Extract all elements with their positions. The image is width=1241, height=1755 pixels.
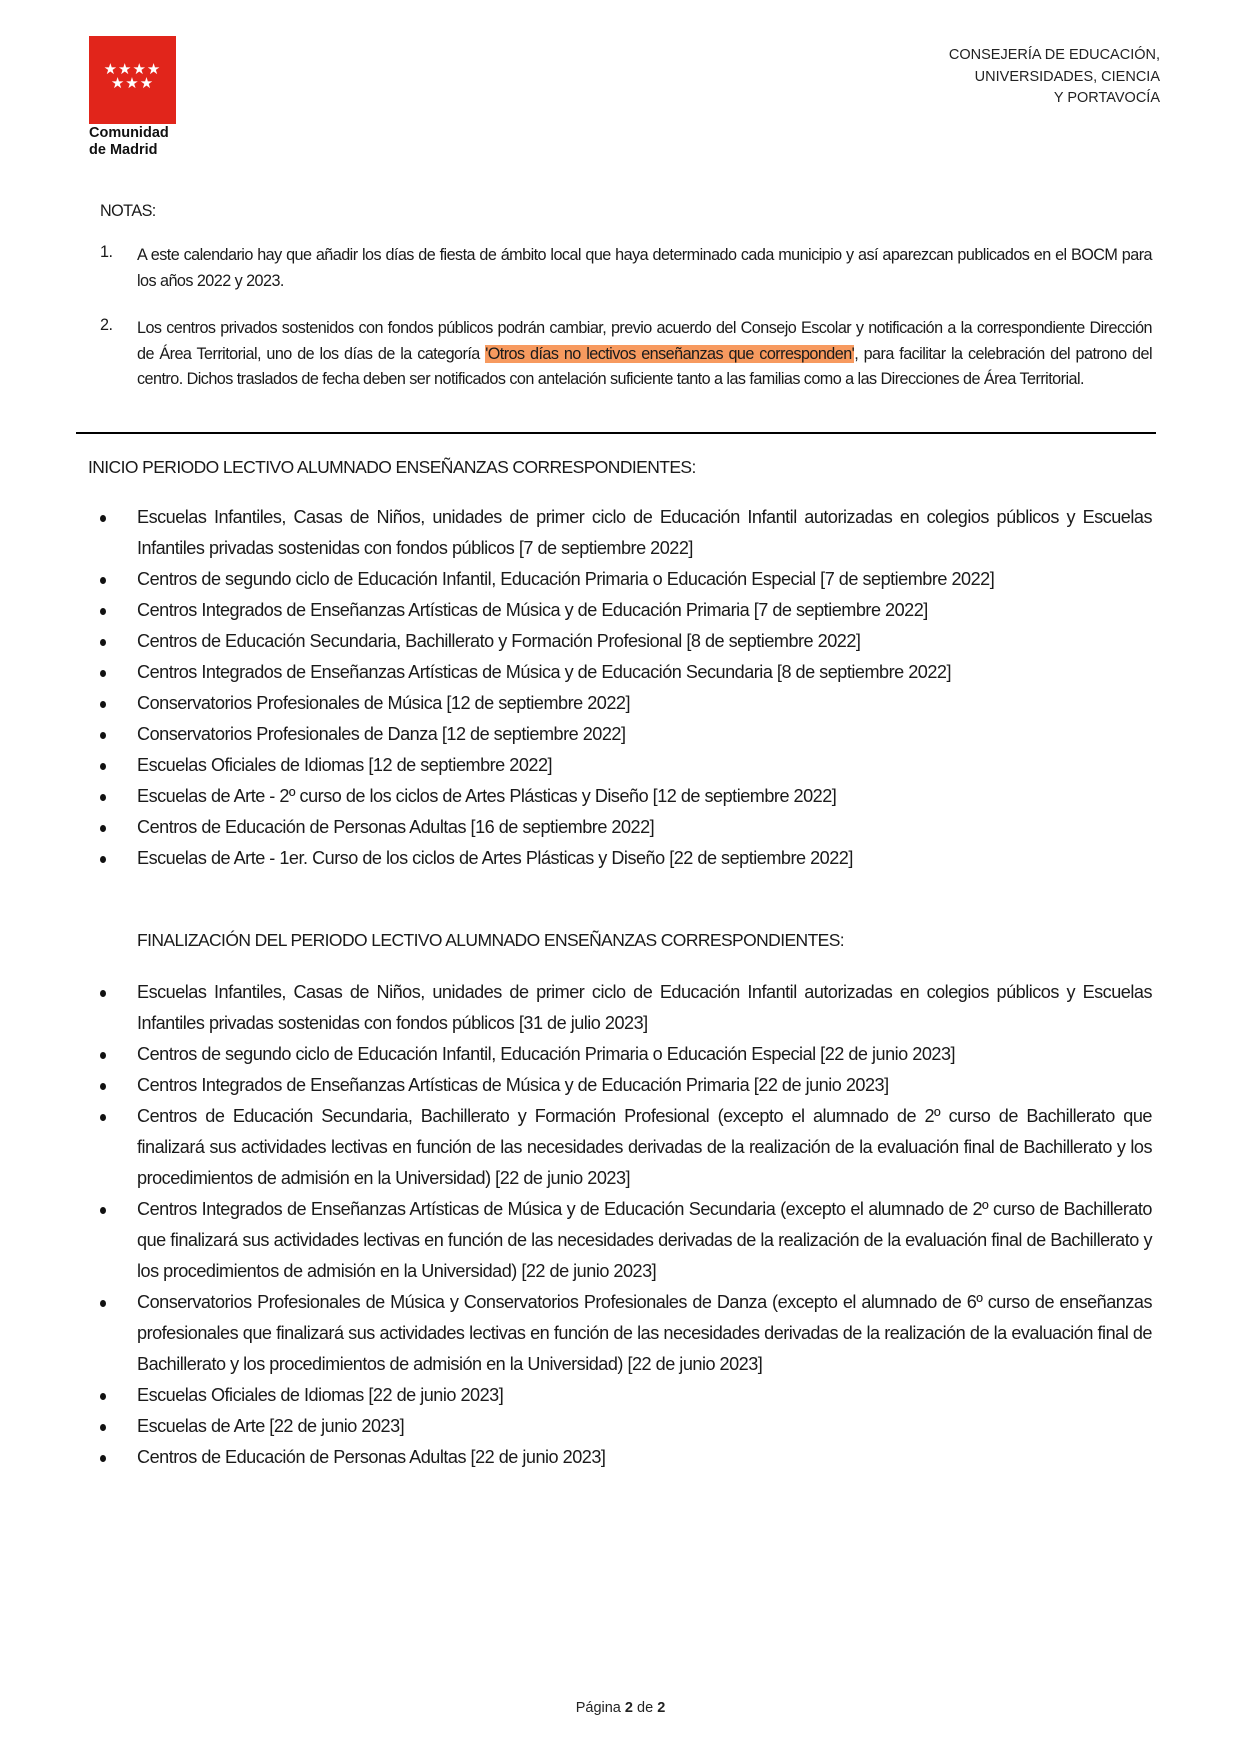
bullet-icon bbox=[100, 825, 106, 832]
bullet-icon bbox=[100, 1300, 106, 1307]
note-number: 1. bbox=[100, 243, 113, 261]
list-item bbox=[100, 657, 1152, 688]
list-item-text: Centros de Educación de Personas Adultas [16 de septiembre 2022] bbox=[137, 817, 655, 837]
list-item bbox=[100, 1442, 1152, 1473]
list-item bbox=[100, 626, 1152, 657]
stars-row-1: ★★★★ bbox=[103, 60, 162, 78]
list-item bbox=[100, 1101, 1152, 1194]
list-item-text: Centros Integrados de Enseñanzas Artísticas de Música y de Educación Primaria [22 de junio 2023] bbox=[137, 1075, 889, 1095]
current-page-number: 2 bbox=[624, 1700, 633, 1716]
department-line: CONSEJERÍA DE EDUCACIÓN, bbox=[948, 47, 1160, 63]
list-item-text: Centros de segundo ciclo de Educación Infantil, Educación Primaria o Educación Especial [7 de septiembre 2022] bbox=[137, 569, 995, 589]
list-item-text: Centros de Educación Secundaria, Bachillerato y Formación Profesional [8 de septiembre 2022] bbox=[137, 631, 861, 651]
bullet-icon bbox=[100, 639, 106, 646]
department-header bbox=[949, 45, 1160, 110]
bullet-icon bbox=[100, 1052, 106, 1059]
list-item-text: Centros de segundo ciclo de Educación Infantil, Educación Primaria o Educación Especial [22 de junio 2023] bbox=[137, 1044, 956, 1064]
page-footer bbox=[0, 1700, 1241, 1716]
list-item-text: Centros Integrados de Enseñanzas Artísticas de Música y de Educación Secundaria [8 de septiembre 2022] bbox=[137, 662, 951, 682]
notes-title: NOTAS: bbox=[100, 202, 156, 220]
comunidad-de-madrid-logo bbox=[89, 36, 176, 124]
inicio-list bbox=[100, 502, 1152, 874]
list-item-text: Escuelas Oficiales de Idiomas [12 de septiembre 2022] bbox=[137, 755, 553, 775]
list-item bbox=[100, 688, 1152, 719]
bullet-icon bbox=[100, 1207, 106, 1214]
section-divider bbox=[76, 432, 1156, 434]
logo-text-line1: Comunidad bbox=[89, 125, 169, 141]
of-label: de bbox=[637, 1700, 654, 1716]
bullet-icon bbox=[100, 856, 106, 863]
list-item-text: Escuelas de Arte - 1er. Curso de los ciclos de Artes Plásticas y Diseño [22 de septiembre 2022] bbox=[137, 848, 853, 868]
department-line: UNIVERSIDADES, CIENCIA bbox=[974, 68, 1160, 85]
bullet-icon bbox=[100, 1114, 106, 1121]
list-item-text: Centros Integrados de Enseñanzas Artísticas de Música y de Educación Primaria [7 de septiembre 2022] bbox=[137, 600, 928, 620]
stars-icon bbox=[89, 62, 176, 90]
finalizacion-section-title: FINALIZACIÓN DEL PERIODO LECTIVO ALUMNADO ENSEÑANZAS CORRESPONDIENTES: bbox=[137, 930, 845, 950]
list-item-text: Escuelas de Arte - 2º curso de los ciclos de Artes Plásticas y Diseño [12 de septiembre 2022] bbox=[137, 786, 837, 806]
bullet-icon bbox=[100, 515, 106, 522]
list-item-text: Centros Integrados de Enseñanzas Artísticas de Música y de Educación Secundaria (excepto el alumnado de 2º curso de Bachillerato que finalizará sus actividades lectivas en función de las necesidades derivadas de la realización de la evaluación final de Bachillerato y los procedimientos de admisión en la Universidad) [22 de junio 2023] bbox=[137, 1199, 1152, 1281]
bullet-icon bbox=[100, 577, 106, 584]
bullet-icon bbox=[100, 990, 106, 997]
list-item bbox=[100, 595, 1152, 626]
list-item-text: Escuelas Infantiles, Casas de Niños, unidades de primer ciclo de Educación Infantil autorizadas en colegios públicos y Escuelas Infantiles privadas sostenidas con fondos públicos [7 de septiembre 2022] bbox=[137, 507, 1152, 558]
logo-text-line2: de Madrid bbox=[89, 142, 158, 158]
list-item bbox=[100, 977, 1152, 1039]
bullet-icon bbox=[100, 701, 106, 708]
bullet-icon bbox=[100, 763, 106, 770]
list-item bbox=[100, 502, 1152, 564]
list-item-text: Conservatorios Profesionales de Música [12 de septiembre 2022] bbox=[137, 693, 631, 713]
bullet-icon bbox=[100, 608, 106, 615]
list-item bbox=[100, 1070, 1152, 1101]
list-item-text: Conservatorios Profesionales de Danza [12 de septiembre 2022] bbox=[137, 724, 626, 744]
finalizacion-list bbox=[100, 977, 1152, 1473]
bullet-icon bbox=[100, 670, 106, 677]
note-text bbox=[137, 316, 1152, 393]
list-item bbox=[100, 1039, 1152, 1070]
list-item bbox=[100, 1411, 1152, 1442]
bullet-icon bbox=[100, 794, 106, 801]
note-number: 2. bbox=[100, 316, 113, 334]
list-item bbox=[100, 1380, 1152, 1411]
list-item-text: Centros de Educación de Personas Adultas [22 de junio 2023] bbox=[137, 1447, 606, 1467]
list-item bbox=[100, 1194, 1152, 1287]
inicio-section-title: INICIO PERIODO LECTIVO ALUMNADO ENSEÑANZAS CORRESPONDIENTES: bbox=[88, 457, 696, 477]
list-item bbox=[100, 843, 1152, 874]
page-label: Página bbox=[575, 1700, 621, 1716]
bullet-icon bbox=[100, 732, 106, 739]
note-text-after: , para facilitar la celebración del patrono del centro. Dichos traslados de fecha deben ser notificados con antelación suficiente tanto a las familias como a las Direcciones de Área Territorial. bbox=[137, 344, 1152, 388]
list-item bbox=[100, 1287, 1152, 1380]
list-item bbox=[100, 781, 1152, 812]
list-item bbox=[100, 719, 1152, 750]
list-item-text: Centros de Educación Secundaria, Bachillerato y Formación Profesional (excepto el alumnado de 2º curso de Bachillerato que finalizará sus actividades lectivas en función de las necesidades derivadas de la realización de la evaluación final de Bachillerato y los procedimientos de admisión en la Universidad) [22 de junio 2023] bbox=[137, 1106, 1152, 1188]
department-line: Y PORTAVOCÍA bbox=[1053, 90, 1160, 106]
bullet-icon bbox=[100, 1424, 106, 1431]
list-item-text: Escuelas Oficiales de Idiomas [22 de junio 2023] bbox=[137, 1385, 504, 1405]
bullet-icon bbox=[100, 1393, 106, 1400]
list-item bbox=[100, 812, 1152, 843]
list-item bbox=[100, 750, 1152, 781]
list-item-text: Escuelas de Arte [22 de junio 2023] bbox=[137, 1416, 405, 1436]
note-text: A este calendario hay que añadir los días de fiesta de ámbito local que haya determinado cada municipio y así aparezcan publicados en el BOCM para los años 2022 y 2023. bbox=[137, 246, 1152, 290]
highlighted-category: 'Otros días no lectivos enseñanzas que corresponden' bbox=[485, 344, 855, 363]
bullet-icon bbox=[100, 1083, 106, 1090]
list-item-text: Escuelas Infantiles, Casas de Niños, unidades de primer ciclo de Educación Infantil autorizadas en colegios públicos y Escuelas Infantiles privadas sostenidas con fondos públicos [31 de julio 2023] bbox=[137, 982, 1152, 1033]
bullet-icon bbox=[100, 1455, 106, 1462]
total-pages-number: 2 bbox=[657, 1700, 666, 1716]
logo-text bbox=[89, 125, 169, 159]
stars-row-2: ★★★ bbox=[110, 74, 155, 92]
note-text-before: Los centros privados sostenidos con fondos públicos podrán cambiar, previo acuerdo del Consejo Escolar y notificación a la correspondiente Dirección de Área Territorial, uno de los días de la categoría bbox=[137, 319, 1152, 363]
list-item-text: Conservatorios Profesionales de Música y Conservatorios Profesionales de Danza (excepto el alumnado de 6º curso de enseñanzas profesionales que finalizará sus actividades lectivas en función de las necesidades derivadas de la realización de la evaluación final de Bachillerato y los procedimientos de admisión en la Universidad) [22 de junio 2023] bbox=[137, 1292, 1152, 1374]
list-item bbox=[100, 564, 1152, 595]
